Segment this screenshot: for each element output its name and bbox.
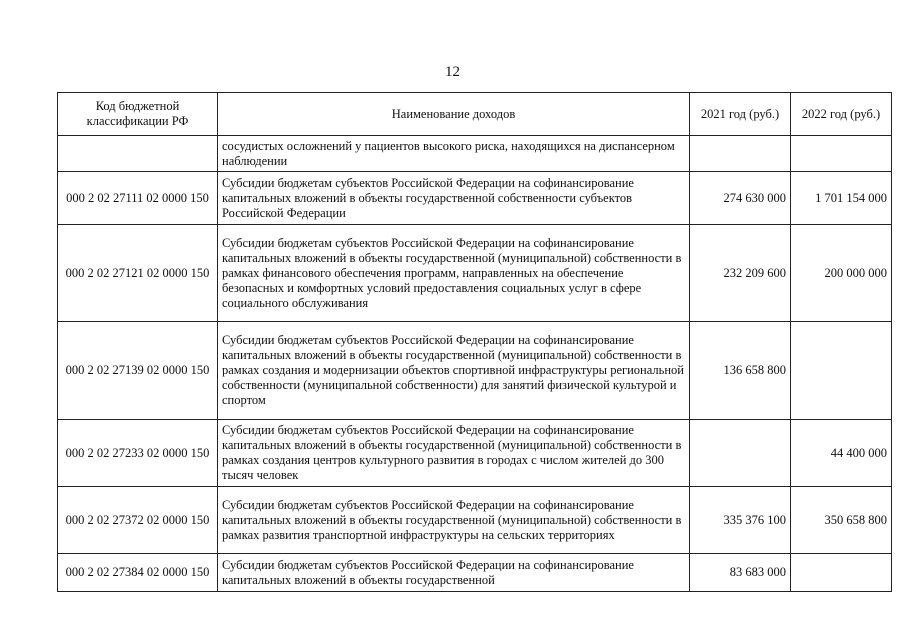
row-2022: 200 000 000: [791, 225, 892, 322]
header-name: Наименование доходов: [218, 93, 690, 136]
row-code: [58, 136, 218, 172]
table-row: [58, 420, 892, 487]
header-2021: 2021 год (руб.): [690, 93, 791, 136]
row-name: сосудистых осложнений у пациентов высокого риска, находящихся на диспансерном наблюдении: [218, 136, 690, 172]
page-number: 12: [445, 64, 460, 80]
revenue-table: [57, 92, 892, 592]
row-2021: 335 376 100: [690, 487, 791, 554]
row-code: 000 2 02 27139 02 0000 150: [58, 322, 218, 420]
row-name: Субсидии бюджетам субъектов Российской Федерации на софинансирование капитальных вложений в объекты государственной: [218, 554, 690, 592]
row-2021: 136 658 800: [690, 322, 791, 420]
row-code: 000 2 02 27384 02 0000 150: [58, 554, 218, 592]
table-row: [58, 322, 892, 420]
row-2021: 232 209 600: [690, 225, 791, 322]
row-code: 000 2 02 27233 02 0000 150: [58, 420, 218, 487]
row-name: Субсидии бюджетам субъектов Российской Федерации на софинансирование капитальных вложений в объекты государственной собственности субъектов Российской Федерации: [218, 172, 690, 225]
table-row: [58, 554, 892, 592]
row-2022: 350 658 800: [791, 487, 892, 554]
row-name: Субсидии бюджетам субъектов Российской Федерации на софинансирование капитальных вложений в объекты государственной (муниципальной) собственности в рамках создания центров культурного развития в городах с числом жителей до 300 тысяч человек: [218, 420, 690, 487]
row-2022: [791, 322, 892, 420]
row-2021: [690, 136, 791, 172]
row-code: 000 2 02 27121 02 0000 150: [58, 225, 218, 322]
row-code: 000 2 02 27111 02 0000 150: [58, 172, 218, 225]
row-2022: [791, 554, 892, 592]
table-row: [58, 225, 892, 322]
header-code: Код бюджетной классификации РФ: [58, 93, 218, 136]
row-name: Субсидии бюджетам субъектов Российской Федерации на софинансирование капитальных вложений в объекты государственной (муниципальной) собственности в рамках финансового обеспечения программ, направленных на обеспечение безопасных и комфортных условий предоставления социальных услуг в сфере социального обслуживания: [218, 225, 690, 322]
table-header-row: [58, 93, 892, 136]
row-2022: [791, 136, 892, 172]
row-name: Субсидии бюджетам субъектов Российской Федерации на софинансирование капитальных вложений в объекты государственной (муниципальной) собственности в рамках развития транспортной инфраструктуры на сельских территориях: [218, 487, 690, 554]
table-row: [58, 136, 892, 172]
header-2022: 2022 год (руб.): [791, 93, 892, 136]
table-row: [58, 487, 892, 554]
table-row: [58, 172, 892, 225]
row-2021: 83 683 000: [690, 554, 791, 592]
row-code: 000 2 02 27372 02 0000 150: [58, 487, 218, 554]
row-name: Субсидии бюджетам субъектов Российской Федерации на софинансирование капитальных вложений в объекты государственной (муниципальной) собственности в рамках создания и модернизации объектов спортивной инфраструктуры региональной собственности (муниципальной собственности) для занятий физической культурой и спортом: [218, 322, 690, 420]
row-2021: [690, 420, 791, 487]
row-2022: 44 400 000: [791, 420, 892, 487]
row-2022: 1 701 154 000: [791, 172, 892, 225]
row-2021: 274 630 000: [690, 172, 791, 225]
